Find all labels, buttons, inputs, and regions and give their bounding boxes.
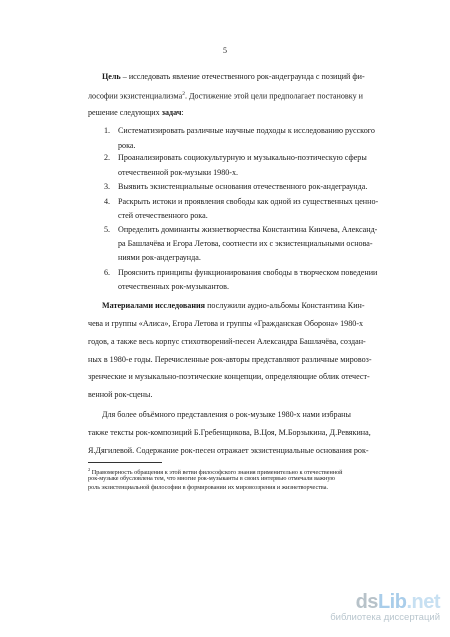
watermark-logo xyxy=(330,591,440,614)
materials-text: послужили аудио-альбомы Константина Кин- xyxy=(205,301,365,310)
footnote-line: роль экзистенциальной философии в формировании их мировоззрения и жизнетворчества. xyxy=(88,484,329,491)
task-number: 4. xyxy=(104,197,111,206)
goal-text: : xyxy=(181,108,184,117)
task-text: ра Башлачёва и Егора Летова, соотнести их с экзистенциальными основа- xyxy=(118,239,373,248)
goal-term: Цель xyxy=(102,72,121,81)
task-text: Выявить экзистенциальные основания отечественного рок-андеграунда. xyxy=(118,182,368,191)
paragraph-line: Для более объёмного представления о рок-музыке 1980-х нами избраны xyxy=(102,410,351,419)
footnote-line: рок-музыке обусловлена тем, что многие рок-музыканты в своих интервью отмечали важную xyxy=(88,475,336,482)
footnote-reference: 2 xyxy=(182,91,185,97)
tasks-term: задач xyxy=(161,108,182,117)
task-number: 6. xyxy=(104,268,111,277)
task-number: 1. xyxy=(104,126,111,135)
task-text: стей отечественного рока. xyxy=(118,211,208,220)
footnote-number: 2 xyxy=(88,467,91,472)
task-text: отечественных рок-музыкантов. xyxy=(118,282,229,291)
materials-line-1 xyxy=(102,300,365,311)
watermark xyxy=(330,591,440,623)
task-number: 5. xyxy=(104,225,111,234)
task-number: 3. xyxy=(104,182,111,191)
task-number: 2. xyxy=(104,153,111,162)
goal-text: лософии экзистенциализма xyxy=(88,91,183,101)
goal-text: – исследовать явление отечественного рок-андеграунда с позиций фи- xyxy=(120,72,365,81)
task-text: Систематизировать различные научные подходы к исследованию русского xyxy=(118,126,375,135)
page-number: 5 xyxy=(223,46,227,55)
materials-term: Материалами исследования xyxy=(102,301,206,310)
goal-line-1 xyxy=(102,71,365,82)
watermark-logo-lib: Lib xyxy=(377,591,407,613)
task-text: рока. xyxy=(118,141,136,150)
watermark-logo-net: .net xyxy=(406,591,440,613)
goal-line-2 xyxy=(88,89,363,102)
paragraph-line: также тексты рок-композиций Б.Гребенщикова, В.Цоя, М.Борзыкина, Д.Ревякина, xyxy=(88,428,371,437)
materials-line: годов, а также весь корпус стихотворений-песен Александра Башлачёва, создан- xyxy=(88,337,366,346)
materials-line: чева и группы «Алиса», Егора Летова и группы «Гражданская Оборона» 1980-х xyxy=(88,319,364,328)
task-text: Раскрыть истоки и проявления свободы как одной из существенных ценно- xyxy=(118,197,379,206)
watermark-logo-ds: ds xyxy=(355,591,378,613)
goal-line-3 xyxy=(88,107,184,118)
task-text: ниями рок-андеграунда. xyxy=(118,253,201,262)
goal-text: решение следующих xyxy=(88,108,162,117)
task-text: Прояснить принципы функционирования свободы в творческом поведении xyxy=(118,268,378,277)
task-text: отечественной рок-музыки 1980-х. xyxy=(118,168,239,177)
materials-line: венной рок-сцены. xyxy=(88,390,153,399)
task-text: Проанализировать социокультурную и музыкально-поэтическую сферы xyxy=(118,153,367,162)
footnote-text: Правомерность обращения к этой ветви философского знания применительно к отечественной xyxy=(90,469,343,477)
paragraph-line: Я.Дягилевой. Содержание рок-песен отражает экзистенциальные основания рок- xyxy=(88,446,369,455)
task-text: Определить доминанты жизнетворчества Константина Кинчева, Александ- xyxy=(118,225,378,234)
footnote-rule xyxy=(88,462,162,463)
materials-line: ных в 1980-е годы. Перечисленные рок-авторы представляют различные мировоз- xyxy=(88,355,372,364)
goal-text: . Достижение этой цели предполагает постановку и xyxy=(184,91,363,101)
watermark-subtitle: библиотека диссертаций xyxy=(330,612,440,623)
materials-line: зренческие и музыкально-поэтические концепции, определяющие облик отечест- xyxy=(88,372,370,381)
